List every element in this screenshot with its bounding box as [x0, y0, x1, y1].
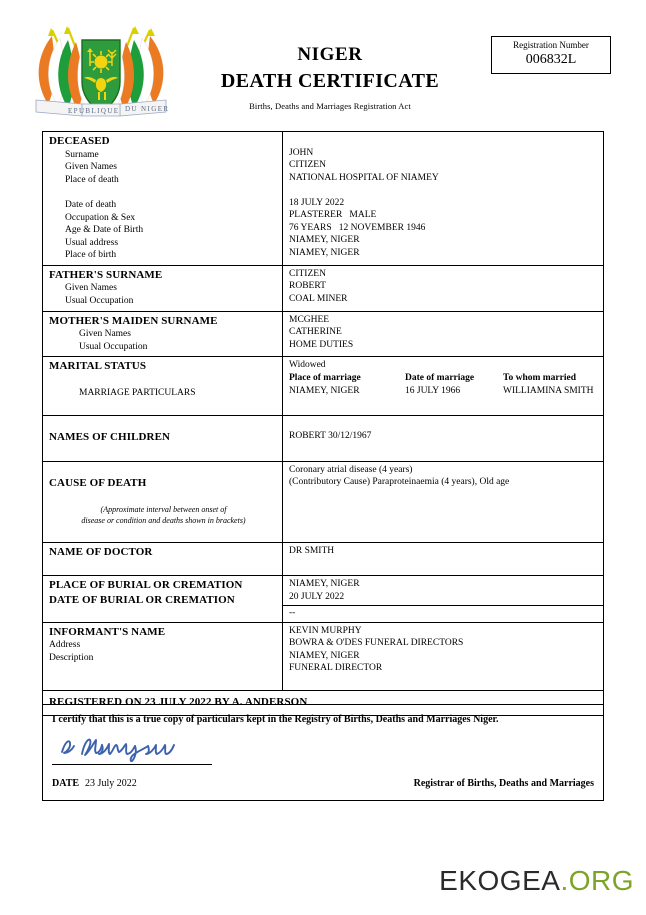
ekogea-watermark — [439, 865, 634, 897]
marriage-values-row — [289, 385, 599, 398]
header-to-whom-married: To whom married — [503, 372, 577, 383]
spacer-children-val-bottom — [289, 443, 599, 456]
father-values-cell — [283, 266, 603, 311]
watermark-name: EKOGEA — [439, 865, 561, 896]
table-row-children — [43, 416, 603, 462]
date-value: 23 July 2022 — [85, 778, 137, 789]
date-label: DATE — [52, 778, 80, 789]
certificate-table — [42, 131, 604, 716]
value-cause-line-2: (Contributory Cause) Paraproteinaemia (4 years), Old age — [289, 477, 510, 488]
spacer-cause-mid — [49, 491, 278, 504]
title-block — [180, 44, 480, 111]
cause-of-death-heading: CAUSE OF DEATH — [49, 477, 147, 490]
coat-of-arms-icon — [22, 26, 180, 122]
mother-values-cell — [283, 312, 603, 357]
spacer-informant-val — [289, 675, 599, 688]
father-labels-cell — [43, 266, 283, 311]
cause-note-line-1: (Approximate interval between onset of — [100, 504, 227, 514]
label-mother-occupation: Usual Occupation — [79, 341, 148, 352]
registration-act-subtitle: Births, Deaths and Marriages Registration Act — [249, 100, 411, 111]
value-burial-date: 20 JULY 2022 — [289, 591, 345, 602]
registrar-signature-icon — [56, 732, 236, 764]
burial-extra-values — [283, 606, 603, 622]
marital-values-cell — [283, 357, 603, 414]
label-spacer — [49, 186, 278, 199]
table-row-informant — [43, 623, 603, 692]
signature-underline — [52, 764, 212, 765]
label-father-given-names: Given Names — [65, 283, 117, 294]
certification-box — [42, 704, 604, 801]
value-mother-surname: MCGHEE — [289, 314, 330, 325]
value-spacer-top — [289, 134, 599, 147]
label-usual-address: Usual address — [65, 237, 119, 248]
date-group — [52, 773, 137, 791]
spacer-children-top — [49, 418, 278, 431]
value-informant-description: FUNERAL DIRECTOR — [289, 663, 383, 674]
mother-labels-cell — [43, 312, 283, 357]
value-doctor: DR SMITH — [289, 545, 335, 556]
spacer-informant — [49, 664, 278, 677]
header-place-of-marriage: Place of marriage — [289, 372, 361, 383]
spacer-cause-top — [49, 464, 278, 477]
value-children: ROBERT 30/12/1967 — [289, 431, 372, 442]
value-father-surname: CITIZEN — [289, 268, 326, 279]
value-given-names: CITIZEN — [289, 160, 326, 171]
label-given-names: Given Names — [65, 162, 117, 173]
value-marital-status: Widowed — [289, 360, 326, 371]
value-mother-occupation: HOME DUTIES — [289, 339, 354, 350]
informant-heading: INFORMANT'S NAME — [49, 625, 166, 638]
burial-primary-values — [283, 576, 603, 606]
value-burial-extra: -- — [289, 608, 296, 619]
watermark-tld: .ORG — [560, 865, 634, 896]
burial-date-heading: DATE OF BURIAL OR CREMATION — [49, 593, 235, 606]
value-occupation-sex: PLASTERER MALE — [289, 210, 377, 221]
marriage-column-headers — [289, 372, 599, 385]
label-informant-description: Description — [49, 652, 94, 663]
spacer-marital — [49, 374, 278, 387]
informant-labels-cell — [43, 623, 283, 691]
doctor-heading: NAME OF DOCTOR — [49, 545, 153, 558]
label-mother-given-names: Given Names — [79, 329, 131, 340]
value-date-of-marriage: 16 JULY 1966 — [405, 385, 461, 396]
table-row-burial — [43, 576, 603, 623]
label-occupation-sex: Occupation & Sex — [65, 212, 136, 223]
label-informant-address: Address — [49, 640, 81, 651]
table-row-marital-status — [43, 357, 603, 415]
mother-heading: MOTHER'S MAIDEN SURNAME — [49, 314, 218, 327]
value-father-occupation: COAL MINER — [289, 293, 348, 304]
value-burial-place: NIAMEY, NIGER — [289, 578, 360, 589]
label-surname: Surname — [65, 149, 99, 160]
spacer-marital-2 — [49, 399, 278, 412]
value-surname: JOHN — [289, 147, 314, 158]
table-row-doctor — [43, 543, 603, 576]
children-value-cell — [283, 416, 603, 461]
value-cause-line-1: Coronary atrial disease (4 years) — [289, 464, 413, 475]
value-usual-address: NIAMEY, NIGER — [289, 235, 360, 246]
table-row-father — [43, 266, 603, 312]
registration-number-value: 006832L — [525, 52, 577, 68]
spacer-children-bottom — [49, 445, 278, 458]
value-to-whom-married: WILLIAMINA SMITH — [503, 385, 594, 396]
deceased-heading: DECEASED — [49, 135, 110, 147]
signature-area — [52, 732, 594, 770]
document-title: DEATH CERTIFICATE — [220, 69, 440, 92]
spacer-children-val-top — [289, 418, 599, 431]
value-place-of-birth: NIAMEY, NIGER — [289, 247, 360, 258]
label-date-of-death: Date of death — [65, 199, 117, 210]
table-row-mother — [43, 312, 603, 358]
label-place-of-birth: Place of birth — [65, 250, 117, 261]
value-age-date-of-birth: 76 YEARS 12 NOVEMBER 1946 — [289, 222, 426, 233]
burial-value-cell — [283, 576, 603, 622]
header-date-of-marriage: Date of marriage — [405, 372, 475, 383]
deceased-values-cell — [283, 132, 603, 265]
svg-text:DU NIGER: DU NIGER — [125, 105, 170, 113]
value-spacer — [289, 184, 599, 197]
informant-values-cell — [283, 623, 603, 691]
children-label-cell — [43, 416, 283, 461]
value-informant-address: NIAMEY, NIGER — [289, 650, 360, 661]
burial-place-heading: PLACE OF BURIAL OR CREMATION — [49, 578, 243, 591]
children-heading: NAMES OF CHILDREN — [49, 431, 171, 444]
value-date-of-death: 18 JULY 2022 — [289, 197, 345, 208]
marital-labels-cell — [43, 357, 283, 414]
spacer-doctor — [49, 559, 278, 572]
spacer-cause-bottom — [49, 526, 278, 539]
registered-statement: REGISTERED ON 23 JULY 2022 BY A. ANDERSON — [49, 696, 308, 709]
label-age-date-of-birth: Age & Date of Birth — [65, 225, 144, 236]
cause-value-cell — [283, 462, 603, 542]
registration-number-box — [491, 36, 611, 74]
value-mother-given-names: CATHERINE — [289, 327, 342, 338]
table-row-deceased — [43, 132, 603, 266]
certification-footer — [52, 773, 594, 791]
value-informant-name: KEVIN MURPHY — [289, 625, 362, 636]
marital-status-heading: MARITAL STATUS — [49, 360, 147, 373]
doctor-label-cell — [43, 543, 283, 575]
label-father-occupation: Usual Occupation — [65, 296, 134, 306]
registration-number-label: Registration Number — [513, 40, 589, 50]
certificate-header — [0, 0, 646, 128]
value-informant-organisation: BOWRA & O'DES FUNERAL DIRECTORS — [289, 638, 464, 649]
spacer-doctor-val — [289, 557, 599, 570]
cause-label-cell — [43, 462, 283, 542]
value-father-given-names: ROBERT — [289, 281, 326, 292]
marriage-particulars-label: MARRIAGE PARTICULARS — [79, 387, 196, 398]
certification-statement: I certify that this is a true copy of particulars kept in the Registry of Births, Deaths and Marriages Niger. — [52, 714, 499, 725]
cause-note-line-2: disease or condition and deaths shown in brackets) — [81, 515, 246, 525]
burial-label-cell — [43, 576, 283, 622]
country-title: NIGER — [297, 44, 363, 65]
spacer-marriage — [289, 397, 599, 410]
value-place-of-marriage: NIAMEY, NIGER — [289, 385, 360, 396]
label-place-of-death: Place of death — [65, 174, 119, 185]
value-place-of-death: NATIONAL HOSPITAL OF NIAMEY — [289, 172, 439, 183]
doctor-value-cell — [283, 543, 603, 575]
father-heading: FATHER'S SURNAME — [49, 268, 163, 281]
deceased-labels-cell — [43, 132, 283, 265]
svg-text:EPUBLIQUE: EPUBLIQUE — [68, 107, 120, 115]
registrar-title: Registrar of Births, Deaths and Marriages — [413, 778, 594, 789]
table-row-cause-of-death — [43, 462, 603, 543]
